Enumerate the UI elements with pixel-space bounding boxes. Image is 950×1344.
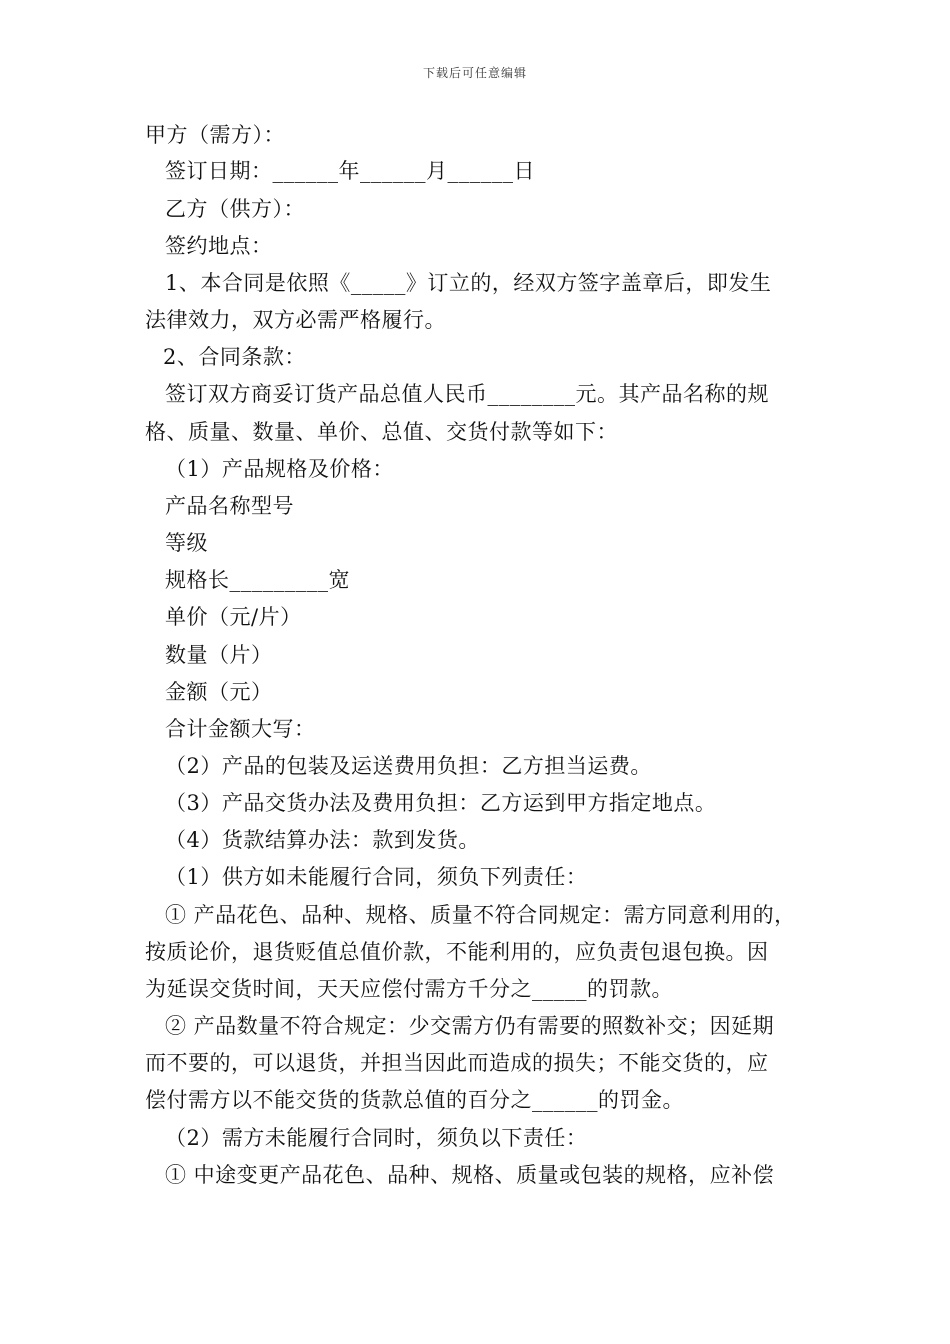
item-3-line: （3）产品交货办法及费用负担：乙方运到甲方指定地点。 <box>165 791 717 815</box>
buyer-item-1-line-1: ① 中途变更产品花色、品种、规格、质量或包装的规格，应补偿 <box>165 1163 775 1187</box>
clause-2-para-line-1: 签订双方商妥订货产品总值人民币________元。其产品名称的规 <box>165 382 769 406</box>
item-2-line: （2）产品的包装及运送费用负担：乙方担当运费。 <box>165 754 652 778</box>
spec-line: 规格长_________宽 <box>165 568 350 592</box>
header-note: 下载后可任意编辑 <box>422 66 527 80</box>
total-amount-line: 合计金额大写： <box>165 717 316 741</box>
supplier-item-2-line-3: 偿付需方以不能交货的货款总值的百分之______的罚金。 <box>145 1088 684 1112</box>
buyer-liability-heading: （2）需方未能履行合同时，须负以下责任： <box>165 1126 588 1150</box>
party-a-line: 甲方（需方）： <box>145 123 285 147</box>
supplier-item-2-line-1: ② 产品数量不符合规定：少交需方仍有需要的照数补交；因延期 <box>165 1014 775 1038</box>
product-model-line: 产品名称型号 <box>165 494 294 518</box>
clause-2-para-line-2: 格、质量、数量、单价、总值、交货付款等如下： <box>145 420 618 444</box>
amount-line: 金额（元） <box>165 680 273 704</box>
party-b-line: 乙方（供方）： <box>165 197 305 221</box>
supplier-item-1-line-1: ① 产品花色、品种、规格、质量不符合同规定：需方同意利用的， <box>165 903 796 927</box>
item-1-heading: （1）产品规格及价格： <box>165 457 394 481</box>
supplier-item-1-line-3: 为延误交货时间，天天应偿付需方千分之_____的罚款。 <box>145 977 673 1001</box>
signing-date-line: 签订日期：______年______月______日 <box>165 159 535 183</box>
quantity-line: 数量（片） <box>165 643 273 667</box>
item-4-line: （4）货款结算办法：款到发货。 <box>165 828 480 852</box>
grade-line: 等级 <box>165 531 208 555</box>
unit-price-line: 单价（元/片） <box>165 605 302 629</box>
clause-2-heading: 2、合同条款： <box>163 345 306 369</box>
supplier-item-2-line-2: 而不要的，可以退货，并担当因此而造成的损失；不能交货的，应 <box>145 1051 769 1075</box>
supplier-liability-heading: （1）供方如未能履行合同，须负下列责任： <box>165 865 588 889</box>
clause-1-line-2: 法律效力，双方必需严格履行。 <box>145 308 446 332</box>
clause-1-line-1: 1、本合同是依照《_____》订立的，经双方签字盖章后，即发生 <box>165 271 772 295</box>
signing-place-line: 签约地点： <box>165 234 273 258</box>
supplier-item-1-line-2: 按质论价，退货贬值总值价款，不能利用的，应负责包退包换。因 <box>145 940 769 964</box>
